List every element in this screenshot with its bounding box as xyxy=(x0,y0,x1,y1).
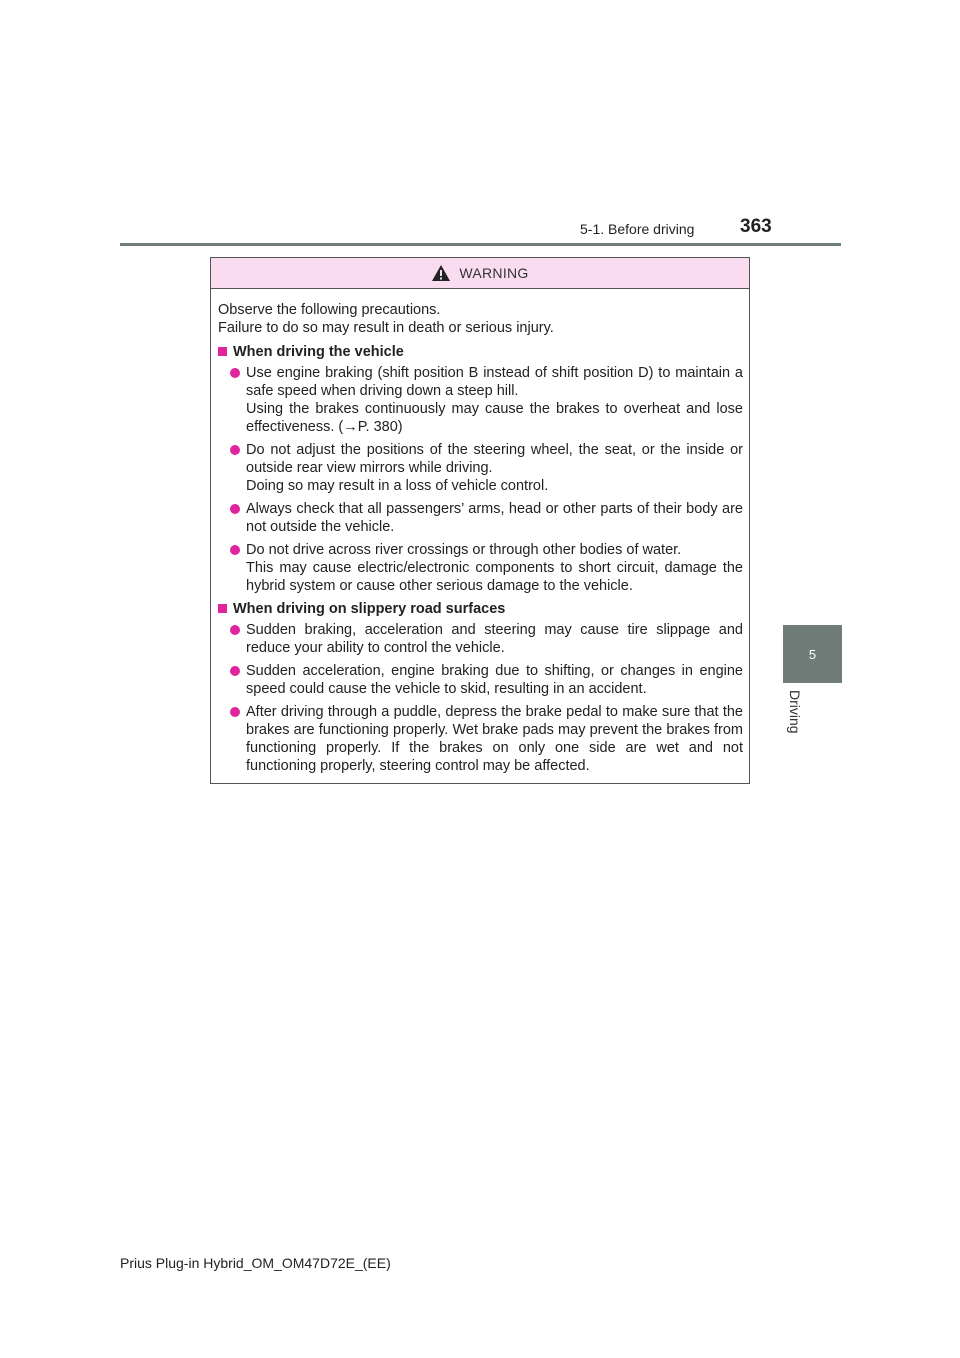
bullet-line: Doing so may result in a loss of vehicle control. xyxy=(246,478,549,494)
warning-bullet xyxy=(230,364,743,436)
warning-body xyxy=(211,289,749,775)
warning-bullet xyxy=(230,662,743,698)
warning-section-title xyxy=(218,600,743,618)
square-bullet-icon xyxy=(218,604,227,613)
warning-section-title xyxy=(218,343,743,361)
circle-bullet-icon xyxy=(230,625,240,635)
warning-title: WARNING xyxy=(459,265,529,281)
warning-bullet xyxy=(230,541,743,595)
bullet-line: Sudden acceleration, engine braking due to shifting, or changes in engine speed could cause the vehicle to skid, resulting in an accident. xyxy=(246,663,743,697)
bullet-line: Sudden braking, acceleration and steering may cause tire slippage and reduce your ability to control the vehicle. xyxy=(246,622,743,656)
bullet-line: Using the brakes continuously may cause the brakes to overheat and lose effectiveness. (→P. 380) xyxy=(246,401,743,435)
warning-intro-line: Failure to do so may result in death or serious injury. xyxy=(218,320,554,336)
bullet-text xyxy=(246,541,743,595)
circle-bullet-icon xyxy=(230,707,240,717)
warning-bullet xyxy=(230,441,743,495)
square-bullet-icon xyxy=(218,347,227,356)
warning-intro xyxy=(218,301,743,337)
header-section-title: 5-1. Before driving xyxy=(580,221,695,237)
chapter-tab-label: Driving xyxy=(787,690,803,734)
circle-bullet-icon xyxy=(230,666,240,676)
circle-bullet-icon xyxy=(230,368,240,378)
header-rule xyxy=(120,243,841,246)
bullet-text xyxy=(246,662,743,698)
warning-intro-line: Observe the following precautions. xyxy=(218,302,441,318)
circle-bullet-icon xyxy=(230,545,240,555)
warning-sections xyxy=(218,343,743,775)
bullet-text xyxy=(246,441,743,495)
bullet-line: Do not drive across river crossings or through other bodies of water. xyxy=(246,542,682,558)
chapter-tab-number: 5 xyxy=(808,646,817,662)
warning-triangle-icon xyxy=(431,264,451,282)
footer-document-id: Prius Plug-in Hybrid_OM_OM47D72E_(EE) xyxy=(120,1255,391,1271)
section-title-text: When driving the vehicle xyxy=(233,344,404,360)
warning-header xyxy=(211,258,749,289)
warning-bullet xyxy=(230,500,743,536)
circle-bullet-icon xyxy=(230,445,240,455)
warning-bullet xyxy=(230,703,743,775)
chapter-tab xyxy=(783,625,842,683)
page-number: 363 xyxy=(740,216,772,237)
section-title-text: When driving on slippery road surfaces xyxy=(233,601,506,617)
bullet-line: After driving through a puddle, depress the brake pedal to make sure that the brakes are functioning properly. Wet brake pads may prevent the brakes from functioning properly. If the brakes on only one side are wet and not functioning properly, steering control may be affected. xyxy=(246,704,743,774)
bullet-text xyxy=(246,364,743,436)
bullet-text xyxy=(246,703,743,775)
warning-bullet xyxy=(230,621,743,657)
warning-box xyxy=(210,257,750,784)
bullet-line: This may cause electric/electronic components to short circuit, damage the hybrid system or cause other serious damage to the vehicle. xyxy=(246,560,743,594)
circle-bullet-icon xyxy=(230,504,240,514)
bullet-line: Use engine braking (shift position B instead of shift position D) to maintain a safe speed when driving down a steep hill. xyxy=(246,365,743,399)
bullet-line: Always check that all passengers’ arms, head or other parts of their body are not outside the vehicle. xyxy=(246,501,743,535)
bullet-text xyxy=(246,500,743,536)
bullet-line: Do not adjust the positions of the steering wheel, the seat, or the inside or outside rear view mirrors while driving. xyxy=(246,442,743,476)
bullet-text xyxy=(246,621,743,657)
